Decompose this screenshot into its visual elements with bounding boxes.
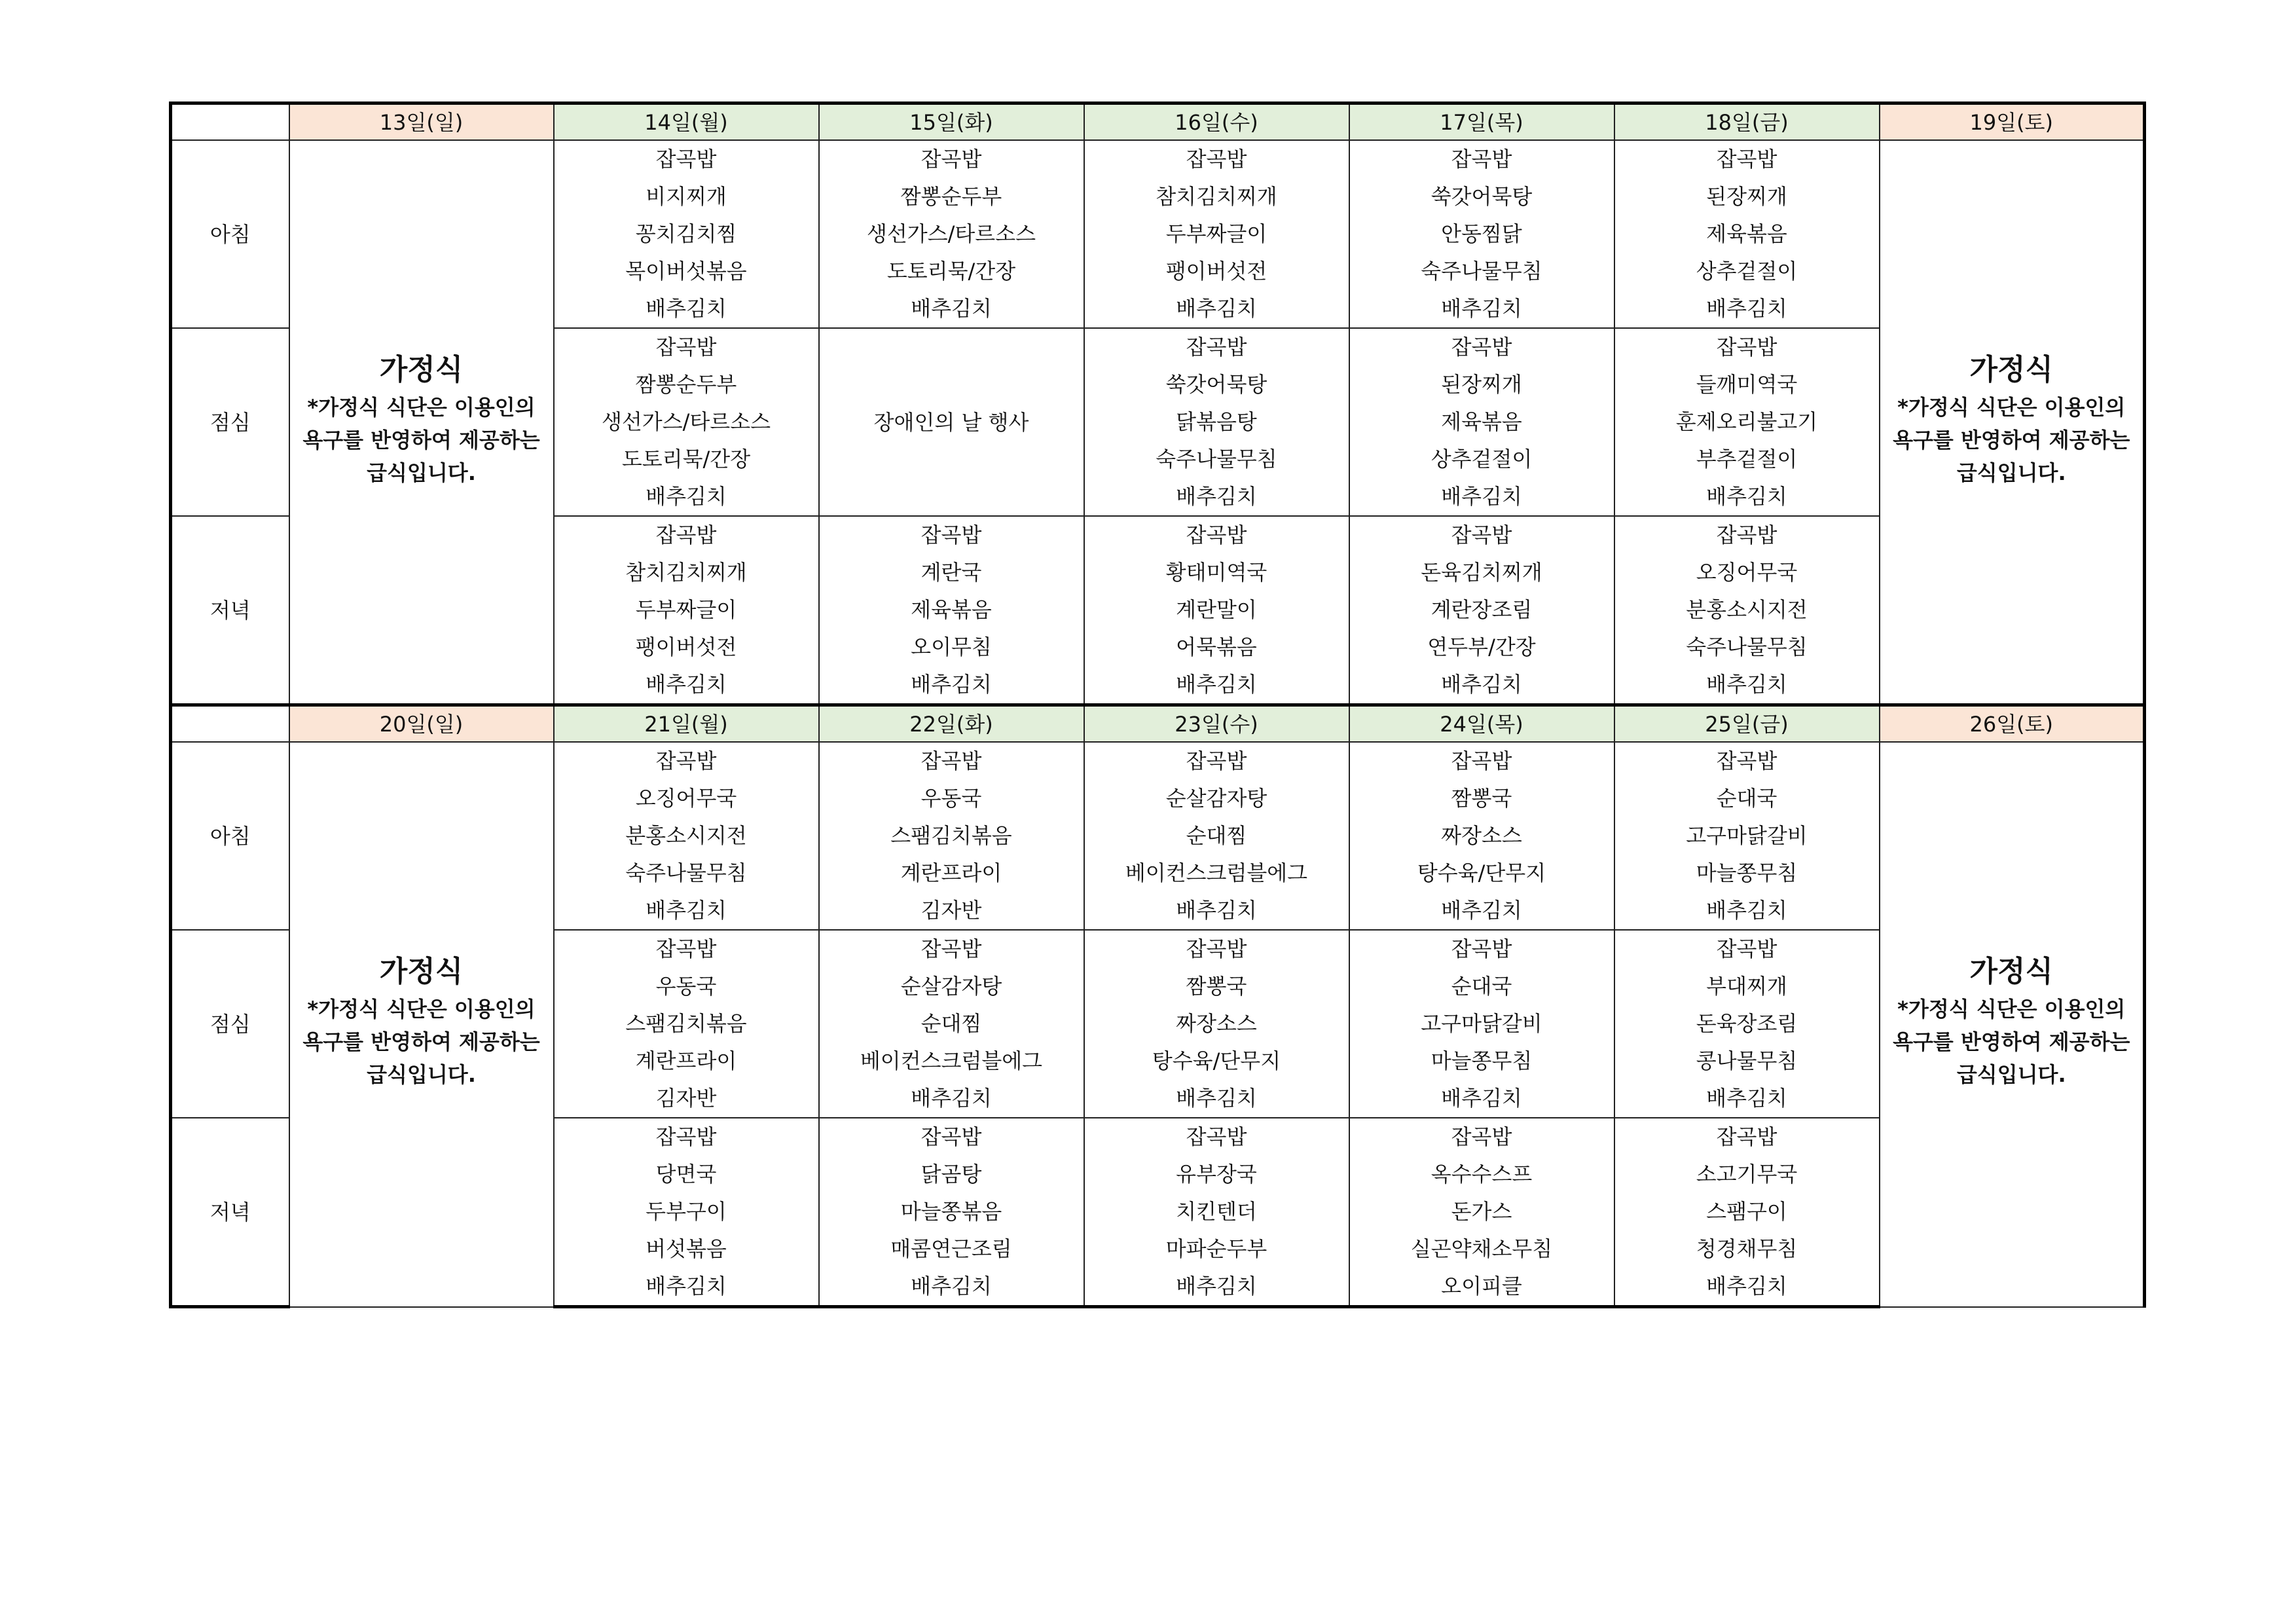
week1-tue-lunch-event: 장애인의 날 행사 — [819, 328, 1084, 516]
dish: 스팸김치볶음 — [625, 1011, 747, 1036]
dish: 잡곡밥 — [655, 335, 717, 360]
week2-tue-breakfast — [819, 742, 1084, 930]
dish: 잡곡밥 — [920, 523, 982, 547]
dish: 참치김치찌개 — [1156, 184, 1277, 209]
dish: 닭볶음탕 — [1176, 409, 1257, 434]
dish: 치킨텐더 — [1176, 1199, 1257, 1224]
week1-thu-dinner — [1349, 516, 1614, 705]
home-meal-title: 가정식 — [379, 955, 464, 989]
dish: 배추김치 — [1706, 296, 1787, 321]
dish: 잡곡밥 — [1451, 147, 1512, 172]
dish: 순살감자탕 — [1165, 786, 1267, 811]
dish: 우동국 — [920, 786, 982, 811]
dish: 배추김치 — [1176, 1274, 1257, 1299]
dish: 배추김치 — [646, 484, 727, 509]
dish: 배추김치 — [1176, 672, 1257, 697]
dish: 청경채무침 — [1696, 1236, 1798, 1261]
dish: 배추김치 — [911, 1274, 992, 1299]
week2-wed-breakfast — [1084, 742, 1349, 930]
week2-tue-dinner — [819, 1118, 1084, 1307]
dish: 배추김치 — [646, 1274, 727, 1299]
dish: 순대국 — [1716, 786, 1777, 811]
week2-thu-lunch — [1349, 930, 1614, 1118]
dish: 돈가스 — [1451, 1199, 1512, 1224]
dish: 계란국 — [920, 560, 982, 585]
dish: 김자반 — [655, 1086, 717, 1111]
dish: 오이피클 — [1441, 1274, 1522, 1299]
week1-sat-home-meal — [1880, 140, 2145, 705]
dish: 옥수수스프 — [1430, 1162, 1533, 1187]
week2-thu-dinner — [1349, 1118, 1614, 1307]
dish: 짜장소스 — [1176, 1011, 1257, 1036]
dish: 상추겉절이 — [1696, 259, 1798, 284]
week1-header-mon: 14일(월) — [554, 103, 819, 141]
dish: 배추김치 — [1441, 296, 1522, 321]
dish: 짬뽕국 — [1451, 786, 1512, 811]
week1-fri-dinner — [1614, 516, 1880, 705]
dish: 배추김치 — [911, 296, 992, 321]
week1-header-fri: 18일(금) — [1614, 103, 1880, 141]
week1-fri-breakfast — [1614, 140, 1880, 328]
dish: 마파순두부 — [1165, 1236, 1267, 1261]
week1-breakfast-row — [171, 140, 2145, 328]
week1-mon-breakfast — [554, 140, 819, 328]
dish: 배추김치 — [911, 672, 992, 697]
dish: 생선가스/타르소스 — [866, 221, 1036, 246]
dish: 잡곡밥 — [1186, 335, 1247, 360]
week2-header-thu: 24일(목) — [1349, 705, 1614, 743]
dish: 잡곡밥 — [1716, 147, 1777, 172]
dish: 숙주나물무침 — [625, 860, 747, 885]
dish: 배추김치 — [1441, 484, 1522, 509]
dish: 숙주나물무침 — [1156, 447, 1277, 471]
dish: 순살감자탕 — [900, 974, 1002, 999]
dish: 도토리묵/간장 — [886, 259, 1016, 284]
dish: 분홍소시지전 — [625, 823, 747, 848]
home-meal-title: 가정식 — [1969, 352, 2053, 386]
dish: 된장찌개 — [1441, 372, 1522, 397]
dish: 마늘쫑볶음 — [900, 1199, 1002, 1224]
dish: 고구마닭갈비 — [1686, 823, 1808, 848]
dish: 부추겉절이 — [1696, 447, 1798, 471]
dish: 잡곡밥 — [1716, 335, 1777, 360]
dish: 잡곡밥 — [920, 1124, 982, 1149]
dish: 베이컨스크럼블에그 — [860, 1048, 1043, 1073]
dish: 실곤약채소무침 — [1410, 1236, 1553, 1261]
week1-header-thu: 17일(목) — [1349, 103, 1614, 141]
dish: 잡곡밥 — [1716, 1124, 1777, 1149]
week2-header-row — [171, 705, 2145, 743]
dish: 배추김치 — [1441, 898, 1522, 923]
dish: 잡곡밥 — [1451, 748, 1512, 773]
dish: 상추겉절이 — [1430, 447, 1533, 471]
dish: 콩나물무침 — [1696, 1048, 1798, 1073]
dish: 당면국 — [655, 1162, 717, 1187]
week1-header-sat: 19일(토) — [1880, 103, 2145, 141]
dish: 돈육장조림 — [1696, 1011, 1798, 1036]
dish: 버섯볶음 — [646, 1236, 727, 1261]
week2-header-blank — [171, 705, 289, 743]
week1-header-wed: 16일(수) — [1084, 103, 1349, 141]
dish: 잡곡밥 — [655, 1124, 717, 1149]
week1-breakfast-label: 아침 — [171, 140, 289, 328]
home-meal-note: *가정식 식단은 이용인의 욕구를 반영하여 제공하는 급식입니다. — [1893, 997, 2130, 1088]
dish: 배추김치 — [911, 1086, 992, 1111]
dish: 도토리묵/간장 — [621, 447, 751, 471]
week2-fri-dinner — [1614, 1118, 1880, 1307]
dish: 돈육김치찌개 — [1421, 560, 1542, 585]
dish: 생선가스/타르소스 — [601, 409, 771, 434]
dish: 잡곡밥 — [655, 748, 717, 773]
dish: 탕수육/단무지 — [1152, 1048, 1281, 1073]
dish: 제육볶음 — [1441, 409, 1522, 434]
dish: 오징어무국 — [635, 786, 737, 811]
dish: 배추김치 — [1706, 898, 1787, 923]
dish: 팽이버섯전 — [1165, 259, 1267, 284]
home-meal-note: *가정식 식단은 이용인의 욕구를 반영하여 제공하는 급식입니다. — [302, 394, 540, 485]
dish: 마늘쫑무침 — [1696, 860, 1798, 885]
dish: 스팸구이 — [1706, 1199, 1787, 1224]
dish: 참치김치찌개 — [625, 560, 747, 585]
dish: 꽁치김치찜 — [635, 221, 737, 246]
dish: 순대국 — [1451, 974, 1512, 999]
dish: 계란말이 — [1176, 597, 1257, 622]
dish: 소고기무국 — [1696, 1162, 1798, 1187]
dish: 잡곡밥 — [1716, 523, 1777, 547]
dish: 잡곡밥 — [1451, 335, 1512, 360]
week1-thu-lunch — [1349, 328, 1614, 516]
home-meal-title: 가정식 — [379, 352, 464, 386]
dish: 오이무침 — [911, 635, 992, 659]
dish: 매콤연근조림 — [890, 1236, 1012, 1261]
dish: 분홍소시지전 — [1686, 597, 1808, 622]
dish: 잡곡밥 — [1716, 748, 1777, 773]
dish: 탕수육/단무지 — [1417, 860, 1546, 885]
home-meal-note: *가정식 식단은 이용인의 욕구를 반영하여 제공하는 급식입니다. — [302, 997, 540, 1088]
week2-breakfast-row — [171, 742, 2145, 930]
dish: 잡곡밥 — [1186, 936, 1247, 961]
dish: 배추김치 — [1441, 672, 1522, 697]
dish: 훈제오리불고기 — [1675, 409, 1818, 434]
dish: 목이버섯볶음 — [625, 259, 747, 284]
dish: 들깨미역국 — [1696, 372, 1798, 397]
dish: 배추김치 — [1176, 1086, 1257, 1111]
dish: 비지찌개 — [646, 184, 727, 209]
dish: 제육볶음 — [911, 597, 992, 622]
dish: 잡곡밥 — [655, 936, 717, 961]
dish: 연두부/간장 — [1427, 635, 1536, 659]
dish: 짬뽕순두부 — [900, 184, 1002, 209]
week1-dinner-label: 저녁 — [171, 516, 289, 705]
dish: 우동국 — [655, 974, 717, 999]
week1-fri-lunch — [1614, 328, 1880, 516]
dish: 계란프라이 — [635, 1048, 737, 1073]
week2-thu-breakfast — [1349, 742, 1614, 930]
week1-tue-dinner — [819, 516, 1084, 705]
dish: 배추김치 — [1706, 484, 1787, 509]
week1-lunch-label: 점심 — [171, 328, 289, 516]
week2-header-fri: 25일(금) — [1614, 705, 1880, 743]
dish: 배추김치 — [1706, 1086, 1787, 1111]
dish: 짬뽕국 — [1186, 974, 1247, 999]
dish: 어묵볶음 — [1176, 635, 1257, 659]
dish: 잡곡밥 — [1186, 147, 1247, 172]
dish: 마늘쫑무침 — [1430, 1048, 1533, 1073]
week2-sat-home-meal — [1880, 742, 2145, 1307]
week1-mon-lunch — [554, 328, 819, 516]
week2-breakfast-label: 아침 — [171, 742, 289, 930]
dish: 오징어무국 — [1696, 560, 1798, 585]
dish: 배추김치 — [1176, 484, 1257, 509]
week2-header-sat: 26일(토) — [1880, 705, 2145, 743]
dish: 두부짜글이 — [1165, 221, 1267, 246]
dish: 잡곡밥 — [655, 147, 717, 172]
dish: 잡곡밥 — [1186, 748, 1247, 773]
week2-sun-home-meal — [289, 742, 554, 1307]
week1-header-sun: 13일(일) — [289, 103, 554, 141]
dish: 고구마닭갈비 — [1421, 1011, 1542, 1036]
dish: 배추김치 — [1176, 296, 1257, 321]
dish: 계란장조림 — [1430, 597, 1533, 622]
dish: 잡곡밥 — [1186, 523, 1247, 547]
dish: 팽이버섯전 — [635, 635, 737, 659]
week1-wed-lunch — [1084, 328, 1349, 516]
week1-header-row — [171, 103, 2145, 141]
week1-thu-breakfast — [1349, 140, 1614, 328]
dish: 스팸김치볶음 — [890, 823, 1012, 848]
dish: 제육볶음 — [1706, 221, 1787, 246]
dish: 숙주나물무침 — [1686, 635, 1808, 659]
dish: 잡곡밥 — [655, 523, 717, 547]
dish: 배추김치 — [1176, 898, 1257, 923]
dish: 된장찌개 — [1706, 184, 1787, 209]
dish: 숙주나물무침 — [1421, 259, 1542, 284]
dish: 배추김치 — [1706, 672, 1787, 697]
week2-mon-dinner — [554, 1118, 819, 1307]
dish: 짜장소스 — [1441, 823, 1522, 848]
week2-mon-breakfast — [554, 742, 819, 930]
dish: 닭곰탕 — [920, 1162, 982, 1187]
week2-wed-dinner — [1084, 1118, 1349, 1307]
home-meal-note: *가정식 식단은 이용인의 욕구를 반영하여 제공하는 급식입니다. — [1893, 394, 2130, 485]
week2-header-tue: 22일(화) — [819, 705, 1084, 743]
week1-tue-breakfast — [819, 140, 1084, 328]
dish: 베이컨스크럼블에그 — [1125, 860, 1308, 885]
dish: 계란프라이 — [900, 860, 1002, 885]
dish: 황태미역국 — [1165, 560, 1267, 585]
week2-header-mon: 21일(월) — [554, 705, 819, 743]
dish: 배추김치 — [646, 296, 727, 321]
dish: 쑥갓어묵탕 — [1165, 372, 1267, 397]
dish: 잡곡밥 — [920, 936, 982, 961]
dish: 두부구이 — [646, 1199, 727, 1224]
dish: 두부짜글이 — [635, 597, 737, 622]
dish: 배추김치 — [1441, 1086, 1522, 1111]
week2-tue-lunch — [819, 930, 1084, 1118]
week1-sun-home-meal — [289, 140, 554, 705]
dish: 잡곡밥 — [920, 748, 982, 773]
week2-dinner-label: 저녁 — [171, 1118, 289, 1307]
dish: 부대찌개 — [1706, 974, 1787, 999]
week2-lunch-label: 점심 — [171, 930, 289, 1118]
week2-mon-lunch — [554, 930, 819, 1118]
week1-wed-dinner — [1084, 516, 1349, 705]
week2-header-sun: 20일(일) — [289, 705, 554, 743]
dish: 쑥갓어묵탕 — [1430, 184, 1533, 209]
dish: 순대찜 — [1186, 823, 1247, 848]
week1-header-tue: 15일(화) — [819, 103, 1084, 141]
dish: 잡곡밥 — [1451, 936, 1512, 961]
dish: 배추김치 — [646, 898, 727, 923]
dish: 잡곡밥 — [1186, 1124, 1247, 1149]
week2-fri-lunch — [1614, 930, 1880, 1118]
dish: 잡곡밥 — [1451, 1124, 1512, 1149]
week2-wed-lunch — [1084, 930, 1349, 1118]
dish: 김자반 — [920, 898, 982, 923]
dish: 안동찜닭 — [1441, 221, 1522, 246]
weekly-meal-menu-table — [169, 101, 2146, 1308]
week1-wed-breakfast — [1084, 140, 1349, 328]
dish: 배추김치 — [646, 672, 727, 697]
dish: 잡곡밥 — [1451, 523, 1512, 547]
week1-header-blank — [171, 103, 289, 141]
week2-fri-breakfast — [1614, 742, 1880, 930]
home-meal-title: 가정식 — [1969, 955, 2053, 989]
dish: 잡곡밥 — [920, 147, 982, 172]
dish: 유부장국 — [1176, 1162, 1257, 1187]
dish: 짬뽕순두부 — [635, 372, 737, 397]
dish: 잡곡밥 — [1716, 936, 1777, 961]
dish: 순대찜 — [920, 1011, 982, 1036]
week2-header-wed: 23일(수) — [1084, 705, 1349, 743]
week1-mon-dinner — [554, 516, 819, 705]
dish: 배추김치 — [1706, 1274, 1787, 1299]
